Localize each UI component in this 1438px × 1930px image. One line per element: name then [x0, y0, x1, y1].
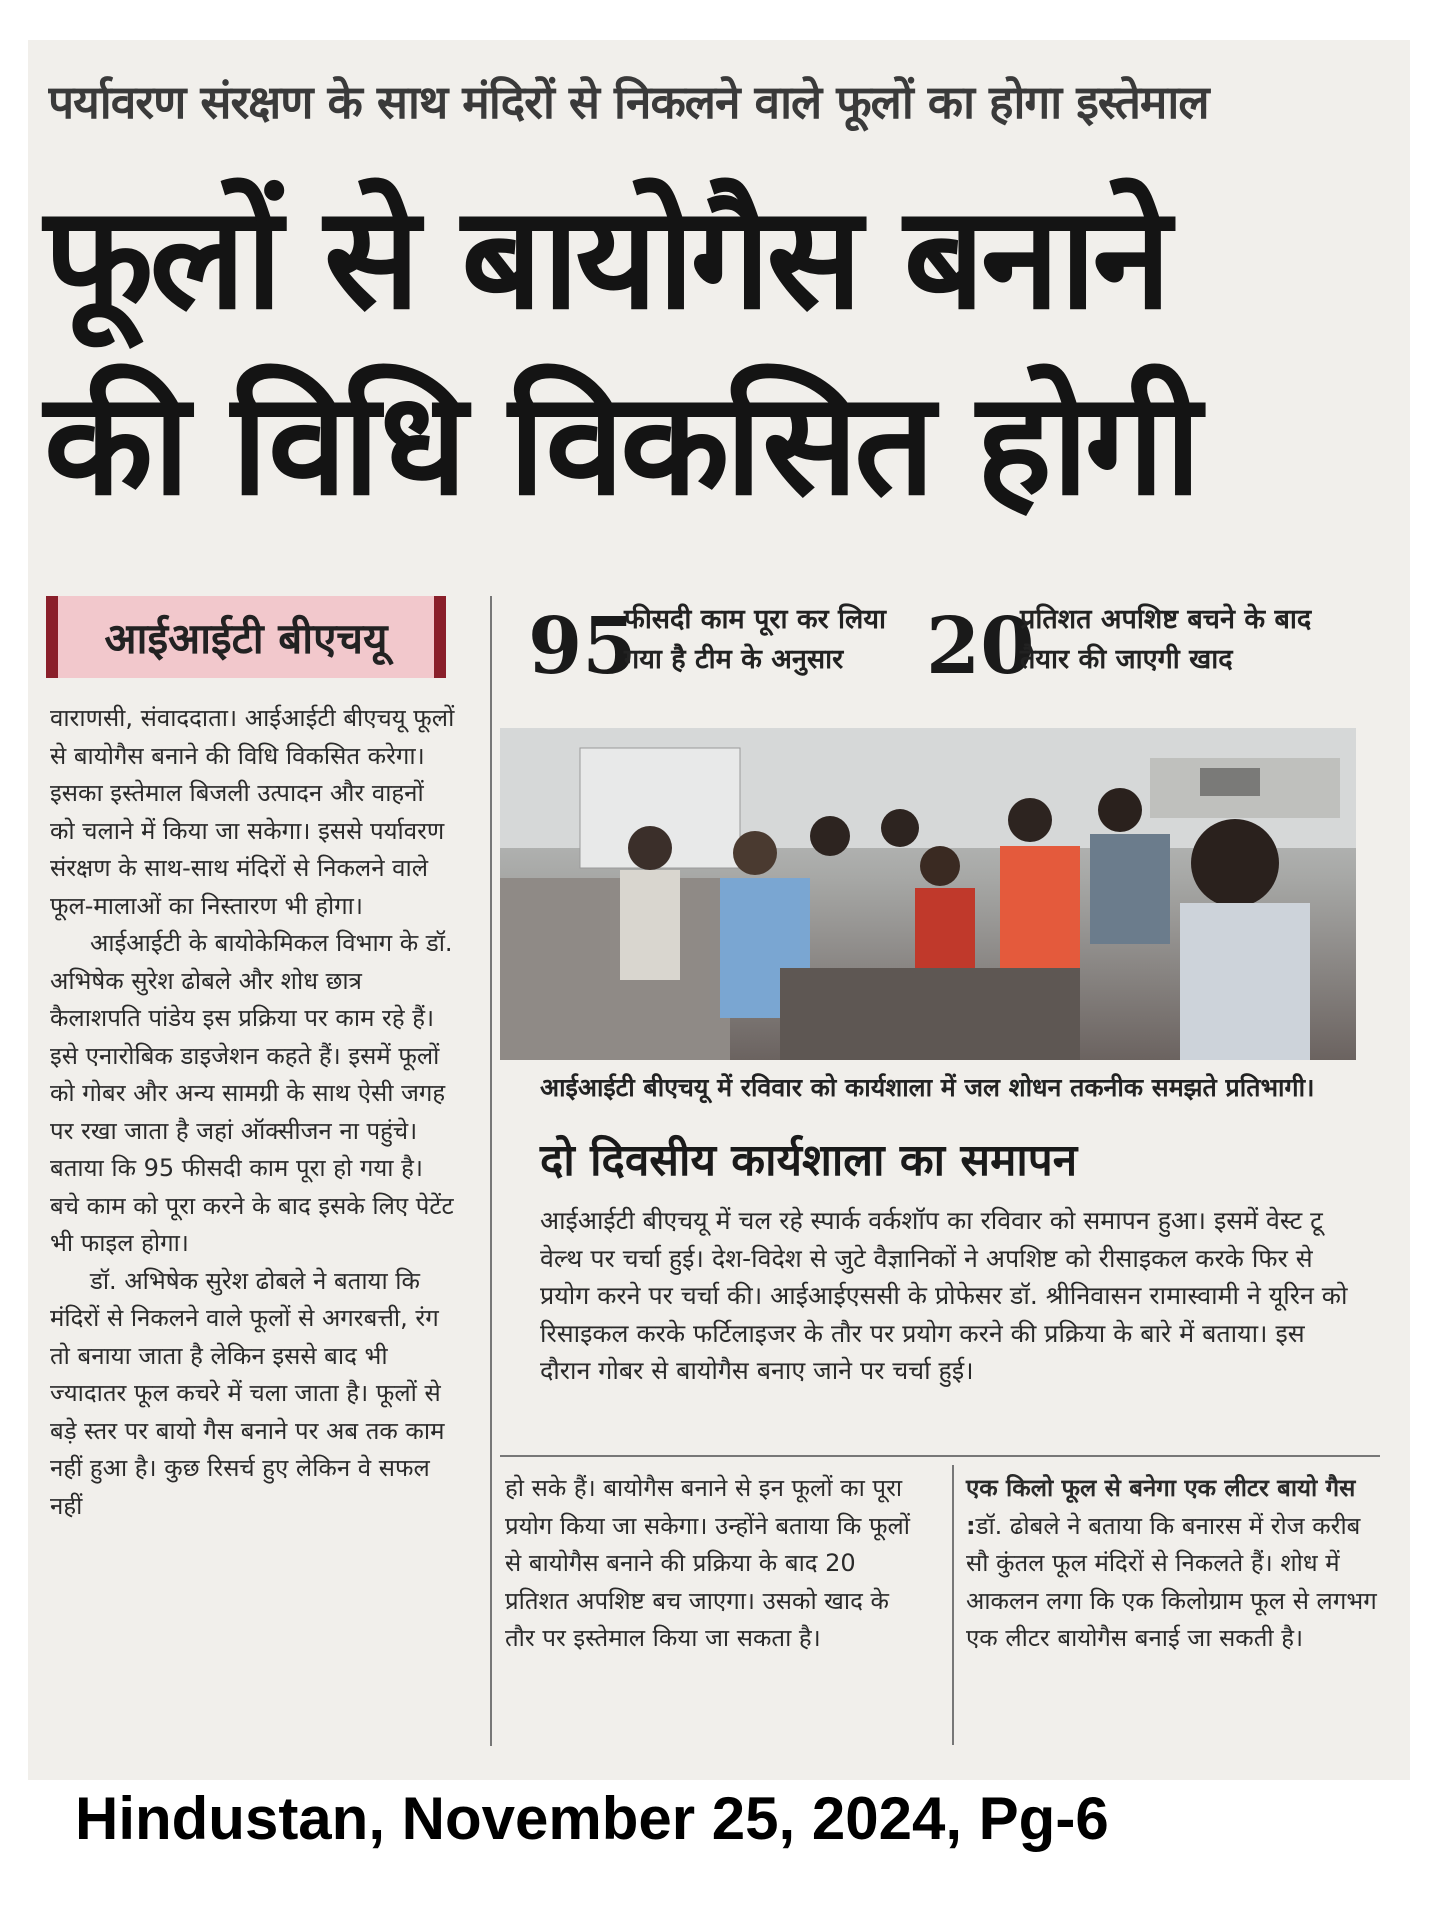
- section-divider: [500, 1455, 1380, 1457]
- photo-caption: आईआईटी बीएचयू में रविवार को कार्यशाला में जल शोधन तकनीक समझते प्रतिभागी।: [540, 1073, 1315, 1102]
- stat-20-text: प्रतिशत अपशिष्ट बचने के बाद तैयार की जाएगी खाद: [1020, 604, 1312, 675]
- section-tag-label: आईआईटी बीएचयू: [104, 613, 388, 663]
- stat-95-number: 95: [528, 601, 637, 692]
- workshop-subheading: दो दिवसीय कार्यशाला का समापन: [540, 1135, 1078, 1186]
- headline-line-1: फूलों से बायोगैस बनाने: [44, 176, 1168, 341]
- workshop-paragraph: आईआईटी बीएचयू में चल रहे स्पार्क वर्कशॉप का रविवार को समापन हुआ। इसमें वेस्ट टू वेल्थ पर चर्चा हुई। देश-विदेश से जुटे वैज्ञानिकों ने अपशिष्ट को रीसाइकल करके फिर से प्रयोग करने पर चर्चा की। आईआईएससी के प्रोफेसर डॉ. श्रीनिवासन रामास्वामी ने यूरिन को रिसाइकल करके फर्टिलाइजर के तौर पर प्रयोग करने की प्रक्रिया के बारे में बताया। इस दौरान गोबर से बायोगैस बनाए जाने पर चर्चा हुई।: [540, 1206, 1348, 1385]
- left-column: [50, 700, 455, 1525]
- left-paragraph-2: आईआईटी के बायोकेमिकल विभाग के डॉ. अभिषेक सुरेश ढोबले और शोध छात्र कैलाशपति पांडेय इस प्रक्रिया पर काम रहे हैं। इसे एनारोबिक डाइजेशन कहते हैं। इसमें फूलों को गोबर और अन्य सामग्री के साथ ऐसी जगह पर रखा जाता है जहां ऑक्सीजन ना पहुंचे। बताया कि 95 फीसदी काम पूरा हो गया है। बचे काम को पूरा करने के बाद इसके लिए पेटेंट भी फाइल होगा।: [50, 929, 454, 1257]
- column-divider-left: [490, 596, 492, 1746]
- source-citation: Hindustan, November 25, 2024, Pg-6: [75, 1785, 1109, 1852]
- right-column: [966, 1470, 1386, 1658]
- right-paragraph-lead: एक किलो फूल से बनेगा एक लीटर बायो गैस :: [966, 1474, 1356, 1540]
- right-paragraph: [966, 1470, 1386, 1658]
- left-paragraph-1: वाराणसी, संवाददाता। आईआईटी बीएचयू फूलों से बायोगैस बनाने की विधि विकसित करेगा। इसका इस्तेमाल बिजली उत्पादन और वाहनों को चलाने में किया जा सकेगा। इससे पर्यावरण संरक्षण के साथ-साथ मंदिरों से निकलने वाले फूल-मालाओं का निस्तारण भी होगा।: [50, 704, 455, 920]
- stat-20: [926, 600, 1356, 696]
- workshop-photo: [500, 728, 1356, 1060]
- headline-line-2: की विधि विकसित होगी: [44, 362, 1198, 527]
- mid-column: [505, 1470, 925, 1658]
- stat-95: [528, 600, 908, 696]
- workshop-photo-illustration: [500, 728, 1356, 1060]
- stat-95-text: फीसदी काम पूरा कर लिया गया है टीम के अनुसार: [624, 604, 886, 675]
- stat-20-number: 20: [926, 601, 1035, 692]
- left-paragraph-3: डॉ. अभिषेक सुरेश ढोबले ने बताया कि मंदिरों से निकलने वाले फूलों से अगरबत्ती, रंग तो बनाया जाता है लेकिन इससे बाद भी ज्यादातर फूल कचरे में चला जाता है। फूलों से बड़े स्तर पर बायो गैस बनाने पर अब तक काम नहीं हुआ है। कुछ रिसर्च हुए लेकिन वे सफल नहीं: [50, 1266, 445, 1520]
- kicker-headline: पर्यावरण संरक्षण के साथ मंदिरों से निकलने वाले फूलों का होगा इस्तेमाल: [48, 75, 1209, 129]
- right-paragraph-body: डॉ. ढोबले ने बताया कि बनारस में रोज करीब सौ कुंतल फूल मंदिरों से निकलते हैं। शोध में आकलन लगा कि एक किलोग्राम फूल से लगभग एक लीटर बायोगैस बनाई जा सकती है।: [966, 1511, 1377, 1652]
- column-divider-right: [952, 1465, 954, 1745]
- mid-paragraph: हो सके हैं। बायोगैस बनाने से इन फूलों का पूरा प्रयोग किया जा सकेगा। उन्होंने बताया कि फूलों से बायोगैस बनाने की प्रक्रिया के बाद 20 प्रतिशत अपशिष्ट बच जाएगा। उसको खाद के तौर पर इस्तेमाल किया जा सकता है।: [505, 1474, 910, 1652]
- section-tag: [46, 596, 446, 678]
